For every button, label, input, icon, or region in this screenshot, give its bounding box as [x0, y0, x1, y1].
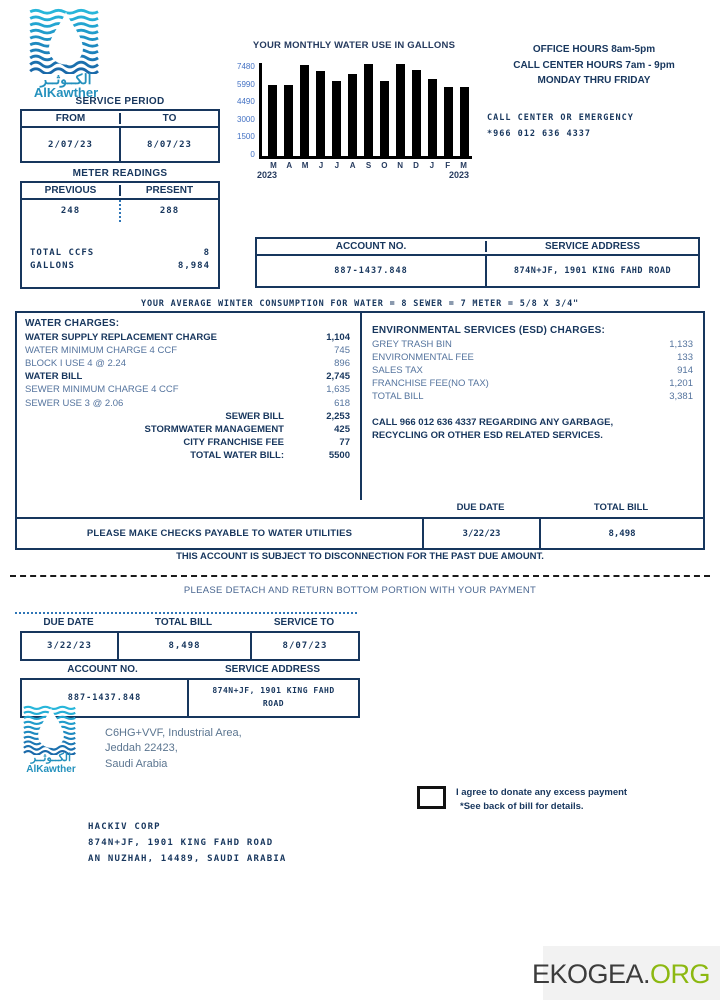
chart-plot [259, 63, 472, 159]
chart-title: YOUR MONTHLY WATER USE IN GALLONS [252, 40, 456, 51]
water-drop-waves-icon [28, 8, 104, 74]
meter-previous-value: 248 [60, 206, 81, 216]
stub-account-value: 887-1437.848 [67, 693, 142, 703]
usage-bar [444, 87, 453, 156]
usage-bar [428, 79, 437, 156]
usage-bar [364, 64, 373, 156]
y-tick-label: 1500 [237, 132, 255, 142]
esd-note-line2: RECYCLING OR OTHER ESD RELATED SERVICES. [372, 429, 603, 441]
service-period-table [20, 109, 220, 163]
mailing-line3: AN NUZHAH, 14489, SAUDI ARABIA [88, 853, 287, 864]
x-tick-label: S [365, 161, 372, 170]
stub-dotted-line [15, 612, 357, 614]
x-tick-label: J [334, 161, 340, 170]
service-from-value: 2/07/23 [48, 139, 93, 150]
to-label: TO [119, 113, 218, 124]
y-tick-label: 4490 [237, 97, 255, 107]
x-tick-label: J [318, 161, 324, 170]
charge-line: SALES TAX 914 [372, 365, 693, 377]
x-tick-label: N [397, 161, 404, 170]
from-label: FROM [55, 113, 86, 124]
usage-bar [348, 74, 357, 156]
y-tick-label: 0 [250, 149, 255, 159]
donate-line2: *See back of bill for details. [460, 800, 584, 812]
esd-charge-lines [372, 338, 693, 404]
charge-line: GREY TRASH BIN 1,133 [372, 339, 693, 350]
usage-bar [412, 70, 421, 156]
x-tick-label: M [301, 161, 309, 170]
charge-line: STORMWATER MANAGEMENT 425 [144, 423, 350, 435]
stub-service-to-label: SERVICE TO [273, 617, 335, 628]
esd-charges-section [362, 313, 703, 500]
meter-readings-title: METER READINGS [72, 168, 168, 179]
alkawther-logo [24, 8, 108, 100]
service-period-title: SERVICE PERIOD [75, 96, 165, 107]
stub-account-label: ACCOUNT NO. [67, 664, 138, 675]
gallons-label: GALLONS [30, 261, 75, 271]
x-tick-label: A [286, 161, 293, 170]
x-tick-label: F [445, 161, 451, 170]
water-drop-waves-icon [22, 705, 80, 755]
average-winter-consumption: YOUR AVERAGE WINTER CONSUMPTION FOR WATER = 8 SEWER = 7 METER = 5/8 X 3/4" [141, 299, 579, 309]
usage-bar [284, 85, 293, 156]
charge-line: SEWER MINIMUM CHARGE 4 CCF 1,635 [25, 384, 350, 396]
brand-arabic: الكــوثــر [30, 752, 72, 764]
y-tick-label: 3000 [237, 114, 255, 124]
stub-total-bill-label: TOTAL BILL [154, 617, 213, 628]
account-table [255, 237, 700, 288]
company-address [105, 726, 242, 772]
charge-line: TOTAL BILL 3,381 [372, 391, 693, 403]
charge-line: FRANCHISE FEE(NO TAX) 1,201 [372, 378, 693, 390]
usage-bar [332, 81, 341, 156]
stub-address-value: 874N+JF, 1901 KING FAHD ROAD [187, 680, 358, 716]
mailing-address [88, 820, 287, 867]
footer-band [531, 946, 720, 1000]
detach-dashed-line [10, 575, 710, 577]
emergency-line1: CALL CENTER OR EMERGENCY [487, 113, 634, 123]
service-to-value: 8/07/23 [119, 128, 218, 161]
stub-total-bill-value: 8,498 [117, 633, 250, 659]
stub-address-label: SERVICE ADDRESS [224, 664, 321, 675]
y-tick-label: 7480 [237, 62, 255, 71]
charge-line: ENVIRONMENTAL FEE 133 [372, 352, 693, 364]
brand-name: AlKawther [33, 85, 99, 100]
account-no-label: ACCOUNT NO. [335, 241, 407, 252]
payable-message: PLEASE MAKE CHECKS PAYABLE TO WATER UTILITIES [86, 528, 353, 539]
usage-bar [300, 65, 309, 156]
charge-line: WATER SUPPLY REPLACEMENT CHARGE 1,104 [25, 332, 350, 343]
company-address-line3: Saudi Arabia [105, 757, 168, 770]
service-address-label: SERVICE ADDRESS [485, 241, 698, 252]
mailing-line1: HACKIV CORP [88, 822, 161, 832]
disconnection-notice: THIS ACCOUNT IS SUBJECT TO DISCONNECTION FOR THE PAST DUE AMOUNT. [176, 551, 544, 562]
meter-present-value: 288 [119, 200, 218, 222]
total-ccfs-label: TOTAL CCFS [30, 248, 95, 258]
charge-line: SEWER USE 3 @ 2.06 618 [25, 397, 350, 409]
charge-line: BLOCK I USE 4 @ 2.24 896 [25, 358, 350, 370]
water-charge-lines [25, 331, 350, 462]
usage-bar [460, 87, 469, 156]
charges-box [15, 311, 705, 550]
detach-instruction: PLEASE DETACH AND RETURN BOTTOM PORTION WITH YOUR PAYMENT [183, 585, 537, 596]
x-tick-label: A [349, 161, 356, 170]
charge-line: WATER MINIMUM CHARGE 4 CCF 745 [25, 345, 350, 357]
x-tick-label: M [270, 161, 277, 170]
usage-bar [268, 85, 277, 156]
alkawther-logo-small [18, 705, 84, 775]
stub-due-date-value: 3/22/23 [47, 641, 92, 651]
donate-text [456, 786, 627, 814]
x-tick-label: J [429, 161, 435, 170]
emergency-contact [487, 110, 634, 142]
company-address-line1: C6HG+VVF, Industrial Area, [105, 727, 242, 739]
charge-line: SEWER BILL 2,253 [225, 410, 350, 422]
gallons-value: 8,984 [177, 261, 210, 271]
water-charges-section [17, 313, 362, 500]
office-hours-line2: CALL CENTER HOURS 7am - 9pm [513, 59, 675, 71]
chart-year-end: 2023 [448, 170, 469, 180]
mailing-line2: 874N+JF, 1901 KING FAHD ROAD [88, 837, 274, 848]
service-address-value: 874N+JF, 1901 KING FAHD ROAD [485, 256, 698, 286]
ekogea-green: ORG [649, 959, 710, 989]
office-hours-line1: OFFICE HOURS 8am-5pm [532, 44, 656, 55]
total-bill-value: 8,498 [539, 519, 703, 548]
x-tick-label: D [413, 161, 419, 170]
office-hours-line3: MONDAY THRU FRIDAY [537, 75, 651, 86]
office-hours [478, 42, 710, 89]
usage-bar [396, 64, 405, 156]
usage-bar [380, 81, 389, 156]
brand-arabic: الكــوثــر [40, 71, 92, 87]
present-label: PRESENT [119, 185, 218, 196]
chart-xlabels [263, 159, 471, 170]
charge-line: TOTAL WATER BILL: 5500 [190, 449, 350, 461]
esd-note-line1: CALL 966 012 636 4337 REGARDING ANY GARBAGE, [372, 416, 614, 428]
ekogea-logo [532, 959, 710, 990]
donate-line1: I agree to donate any excess payment [456, 787, 628, 798]
stub-due-date-label: DUE DATE [43, 617, 94, 628]
emergency-phone: *966 012 636 4337 [487, 129, 591, 140]
previous-label: PREVIOUS [44, 185, 97, 196]
y-tick-label: 5990 [237, 79, 255, 89]
chart-yticks [237, 63, 259, 159]
monthly-usage-chart [237, 40, 471, 180]
x-tick-label: M [460, 161, 467, 170]
donate-checkbox[interactable] [417, 786, 446, 809]
company-address-line2: Jeddah 22423, [105, 742, 178, 755]
charge-line: CITY FRANCHISE FEE 77 [183, 436, 350, 448]
brand-name: AlKawther [26, 764, 76, 775]
stub-service-to-value: 8/07/23 [250, 633, 358, 659]
water-charges-title: WATER CHARGES: [25, 318, 120, 329]
total-bill-label: TOTAL BILL [593, 502, 649, 513]
account-no-value: 887-1437.848 [334, 266, 408, 276]
chart-year-start: 2023 [257, 170, 278, 180]
total-ccfs-value: 8 [203, 248, 210, 258]
meter-readings-table [20, 181, 220, 289]
usage-bar [316, 71, 325, 156]
x-tick-label: O [381, 161, 388, 170]
due-date-value: 3/22/23 [422, 519, 539, 548]
stub-summary-table [20, 617, 360, 718]
ekogea-dark: EKOGEA. [531, 959, 650, 989]
due-date-label: DUE DATE [456, 502, 505, 513]
charge-line: WATER BILL 2,745 [25, 371, 350, 383]
esd-charges-title: ENVIRONMENTAL SERVICES (ESD) CHARGES: [372, 325, 605, 336]
